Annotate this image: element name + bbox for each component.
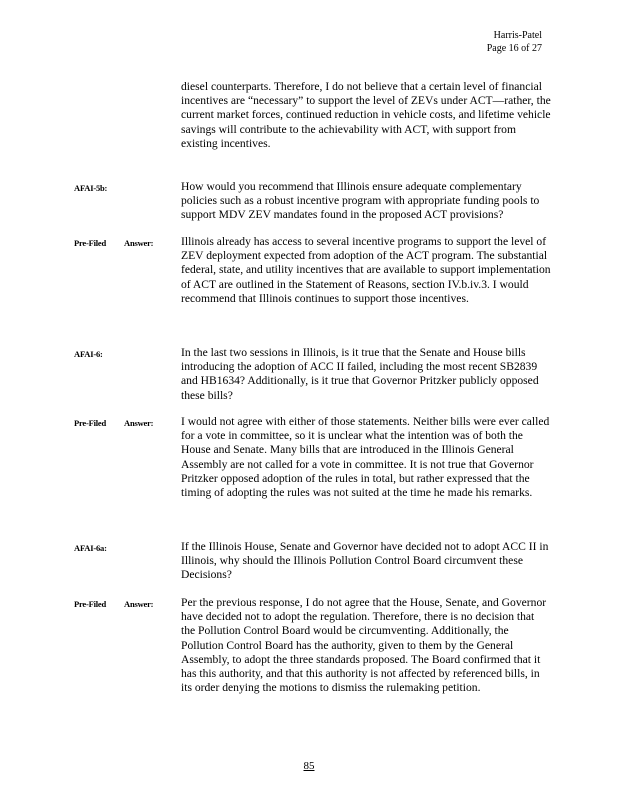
answer-label: Answer: [124, 418, 154, 428]
question-label: AFAI-6: [74, 349, 103, 359]
header-author: Harris-Patel [493, 30, 542, 41]
answer-label: Answer: [124, 238, 154, 248]
question-text: In the last two sessions in Illinois, is it true that the Senate and House bills introducing the adoption of ACC II failed, including the most recent SB2839 and HB1634? Additionally, is it true that Governor Pritzker publicly opposed these bills? [181, 346, 539, 402]
answer-text: I would not agree with either of those statements. Neither bills were ever called for a vote in committee, so it is unclear what the intention was of both the House and Senate. Many bills that are introduced in the Illinois General Assembly are not called for a vote in committee. It is not true that Governor Pritzker opposed adoption of the rules in total, but rather expressed that the timing of adopting the rules was not suited at the time he made his remarks. [181, 415, 550, 500]
page-number-value: 85 [303, 760, 315, 772]
question-text: If the Illinois House, Senate and Governor have decided not to adopt ACC II in Illinois, why should the Illinois Pollution Control Board circumvent these Decisions? [181, 540, 549, 582]
answer-label-prefiled: Pre-Filed [74, 599, 107, 609]
answer-text: Per the previous response, I do not agree that the House, Senate, and Governor have decided not to adopt the regulation. Therefore, there is no decision that the Pollution Control Board would be circumventing. Additionally, the Pollution Control Board has the authority, given to them by the General Assembly, to adopt the three standards proposed. The Board confirmed that it has this authority, and that this authority is not affected by referenced bills, in its order denying the motions to dismiss the rulemaking petition. [181, 596, 547, 695]
answer-label-prefiled: Pre-Filed [74, 238, 107, 248]
intro-paragraph: diesel counterparts. Therefore, I do not believe that a certain level of financial incentives are “necessary” to support the level of ZEVs under ACT—rather, the current market forces, continued reduction in vehicle costs, and lifetime vehicle savings will contribute to the achievability with ACT, with support from existing incentives. [181, 80, 551, 150]
page-header [487, 29, 542, 55]
question-text: How would you recommend that Illinois ensure adequate complementary policies such as a robust incentive program with appropriate funding pools to support MDV ZEV mandates found in the proposed ACT provisions? [181, 180, 540, 222]
question-label: AFAI-6a: [74, 543, 107, 553]
answer-label-prefiled: Pre-Filed [74, 418, 107, 428]
question-label: AFAI-5b: [74, 183, 108, 193]
header-page: Page 16 of 27 [486, 43, 542, 54]
answer-label: Answer: [124, 599, 154, 609]
page-number [0, 760, 618, 772]
answer-text: Illinois already has access to several incentive programs to support the level of ZEV deployment expected from adoption of the ACT program. The substantial federal, state, and utility incentives that are available to support implementation of ACT are outlined in the Statement of Reasons, section IV.b.iv.3. I would recommend that Illinois continues to support those incentives. [181, 235, 551, 305]
